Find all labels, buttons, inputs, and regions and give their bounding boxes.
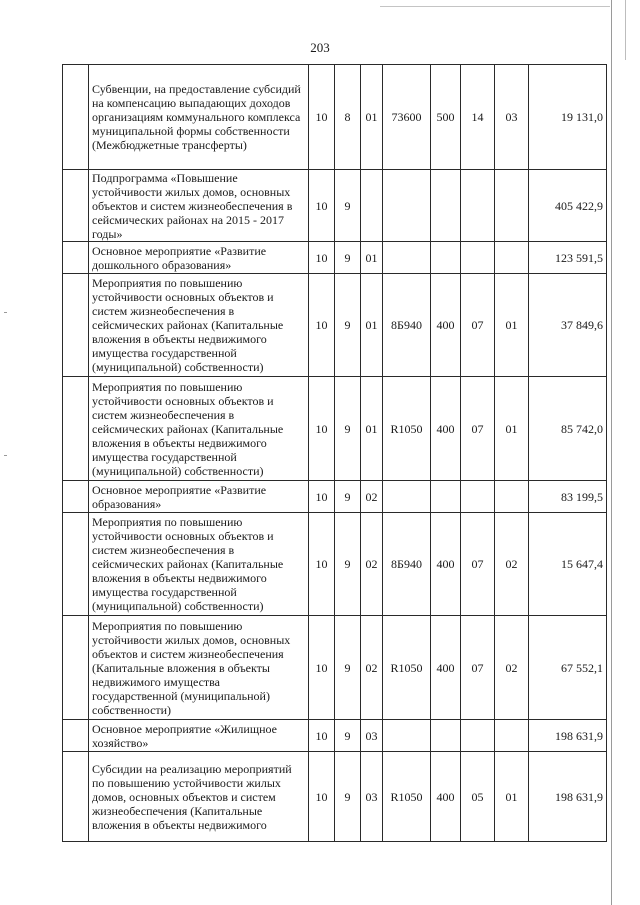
code-cell: 9 (335, 481, 361, 513)
item-name: Подпрограмма «Повышение устойчивости жилых домов, основных объектов и систем жизнеобеспечения в сейсмических районах на 2015 - 2017 годы» (89, 170, 309, 242)
code-cell: 400 (431, 513, 461, 616)
scan-mark (4, 455, 7, 456)
code-cell: 10 (309, 274, 335, 377)
table-row (63, 720, 607, 752)
item-name: Основное мероприятие «Развитие образования» (89, 481, 309, 513)
code-cell (431, 481, 461, 513)
code-cell: 01 (361, 65, 383, 170)
amount-cell: 19 131,0 (529, 65, 607, 170)
code-cell (383, 481, 431, 513)
code-cell: 01 (495, 274, 529, 377)
code-cell: 9 (335, 274, 361, 377)
code-cell: 05 (461, 752, 495, 842)
code-cell: 10 (309, 377, 335, 481)
item-name: Мероприятия по повышению устойчивости основных объектов и систем жизнеобеспечения в сейсмических районах (Капитальные вложения в объекты недвижимого имущества государственной (муниципальной) собственности) (89, 377, 309, 481)
table-row (63, 481, 607, 513)
item-name: Мероприятия по повышению устойчивости основных объектов и систем жизнеобеспечения в сейсмических районах (Капитальные вложения в объекты недвижимого имущества государственной (муниципальной) собственности) (89, 274, 309, 377)
code-cell: 07 (461, 377, 495, 481)
code-cell: 73600 (383, 65, 431, 170)
code-cell: 14 (461, 65, 495, 170)
code-cell: 01 (495, 377, 529, 481)
item-name: Мероприятия по повышению устойчивости основных объектов и систем жизнеобеспечения в сейсмических районах (Капитальные вложения в объекты недвижимого имущества государственной (муниципальной) собственности) (89, 513, 309, 616)
item-name: Основное мероприятие «Жилищное хозяйство» (89, 720, 309, 752)
code-cell (431, 170, 461, 242)
code-cell: 01 (361, 377, 383, 481)
blank-cell (63, 752, 89, 842)
blank-cell (63, 170, 89, 242)
code-cell: 400 (431, 752, 461, 842)
table-row (63, 513, 607, 616)
code-cell: 400 (431, 377, 461, 481)
code-cell (361, 170, 383, 242)
blank-cell (63, 377, 89, 481)
amount-cell: 85 742,0 (529, 377, 607, 481)
code-cell: 9 (335, 377, 361, 481)
code-cell: 400 (431, 616, 461, 720)
code-cell (461, 481, 495, 513)
table-row (63, 274, 607, 377)
code-cell: 8Б940 (383, 513, 431, 616)
table-row (63, 65, 607, 170)
code-cell: 10 (309, 65, 335, 170)
code-cell (431, 720, 461, 752)
code-cell: 03 (361, 752, 383, 842)
table-row (63, 377, 607, 481)
code-cell: 400 (431, 274, 461, 377)
amount-cell: 198 631,9 (529, 752, 607, 842)
code-cell: 02 (361, 481, 383, 513)
code-cell: 10 (309, 616, 335, 720)
code-cell: 10 (309, 170, 335, 242)
item-name: Субвенции, на предоставление субсидий на компенсацию выпадающих доходов организациям коммунального комплекса муниципальной формы собственности (Межбюджетные трансферты) (89, 65, 309, 170)
blank-cell (63, 720, 89, 752)
code-cell: 9 (335, 720, 361, 752)
item-name: Субсидии на реализацию мероприятий по повышению устойчивости жилых домов, основных объектов и систем жизнеобеспечения (Капитальные вложения в объекты недвижимого (89, 752, 309, 842)
code-cell: 9 (335, 242, 361, 274)
code-cell: 500 (431, 65, 461, 170)
code-cell: R1050 (383, 616, 431, 720)
code-cell: 02 (495, 513, 529, 616)
code-cell (383, 170, 431, 242)
code-cell: 07 (461, 513, 495, 616)
code-cell: 02 (361, 616, 383, 720)
amount-cell: 67 552,1 (529, 616, 607, 720)
code-cell: 9 (335, 170, 361, 242)
code-cell: 07 (461, 616, 495, 720)
code-cell (383, 720, 431, 752)
item-name: Мероприятия по повышению устойчивости жилых домов, основных объектов и систем жизнеобеспечения (Капитальные вложения в объекты недвижимого имущества государственной (муниципальной) собственности) (89, 616, 309, 720)
code-cell: 07 (461, 274, 495, 377)
code-cell: 01 (361, 242, 383, 274)
table-row (63, 616, 607, 720)
blank-cell (63, 65, 89, 170)
item-name: Основное мероприятие «Развитие дошкольного образования» (89, 242, 309, 274)
code-cell: R1050 (383, 752, 431, 842)
code-cell (461, 720, 495, 752)
code-cell (461, 242, 495, 274)
code-cell: 9 (335, 616, 361, 720)
amount-cell: 198 631,9 (529, 720, 607, 752)
code-cell: 10 (309, 242, 335, 274)
code-cell: 8 (335, 65, 361, 170)
amount-cell: 405 422,9 (529, 170, 607, 242)
blank-cell (63, 481, 89, 513)
code-cell (461, 170, 495, 242)
blank-cell (63, 242, 89, 274)
code-cell: 02 (495, 616, 529, 720)
amount-cell: 123 591,5 (529, 242, 607, 274)
code-cell: 9 (335, 513, 361, 616)
code-cell (383, 242, 431, 274)
budget-table (62, 64, 607, 842)
scan-edge-top (380, 6, 610, 7)
code-cell: 10 (309, 720, 335, 752)
code-cell: 01 (495, 752, 529, 842)
code-cell (431, 242, 461, 274)
code-cell (495, 170, 529, 242)
code-cell: 10 (309, 513, 335, 616)
blank-cell (63, 274, 89, 377)
code-cell: 9 (335, 752, 361, 842)
amount-cell: 83 199,5 (529, 481, 607, 513)
code-cell: 8Б940 (383, 274, 431, 377)
blank-cell (63, 513, 89, 616)
code-cell: 03 (361, 720, 383, 752)
code-cell: 02 (361, 513, 383, 616)
code-cell (495, 242, 529, 274)
page-number: 203 (310, 40, 330, 55)
amount-cell: 15 647,4 (529, 513, 607, 616)
code-cell: 01 (361, 274, 383, 377)
code-cell (495, 720, 529, 752)
blank-cell (63, 616, 89, 720)
code-cell: 10 (309, 481, 335, 513)
code-cell: R1050 (383, 377, 431, 481)
scan-edge-right (611, 0, 612, 905)
code-cell (495, 481, 529, 513)
table-row (63, 170, 607, 242)
code-cell: 03 (495, 65, 529, 170)
code-cell: 10 (309, 752, 335, 842)
table-row (63, 242, 607, 274)
scan-mark (4, 312, 7, 313)
amount-cell: 37 849,6 (529, 274, 607, 377)
table-row (63, 752, 607, 842)
